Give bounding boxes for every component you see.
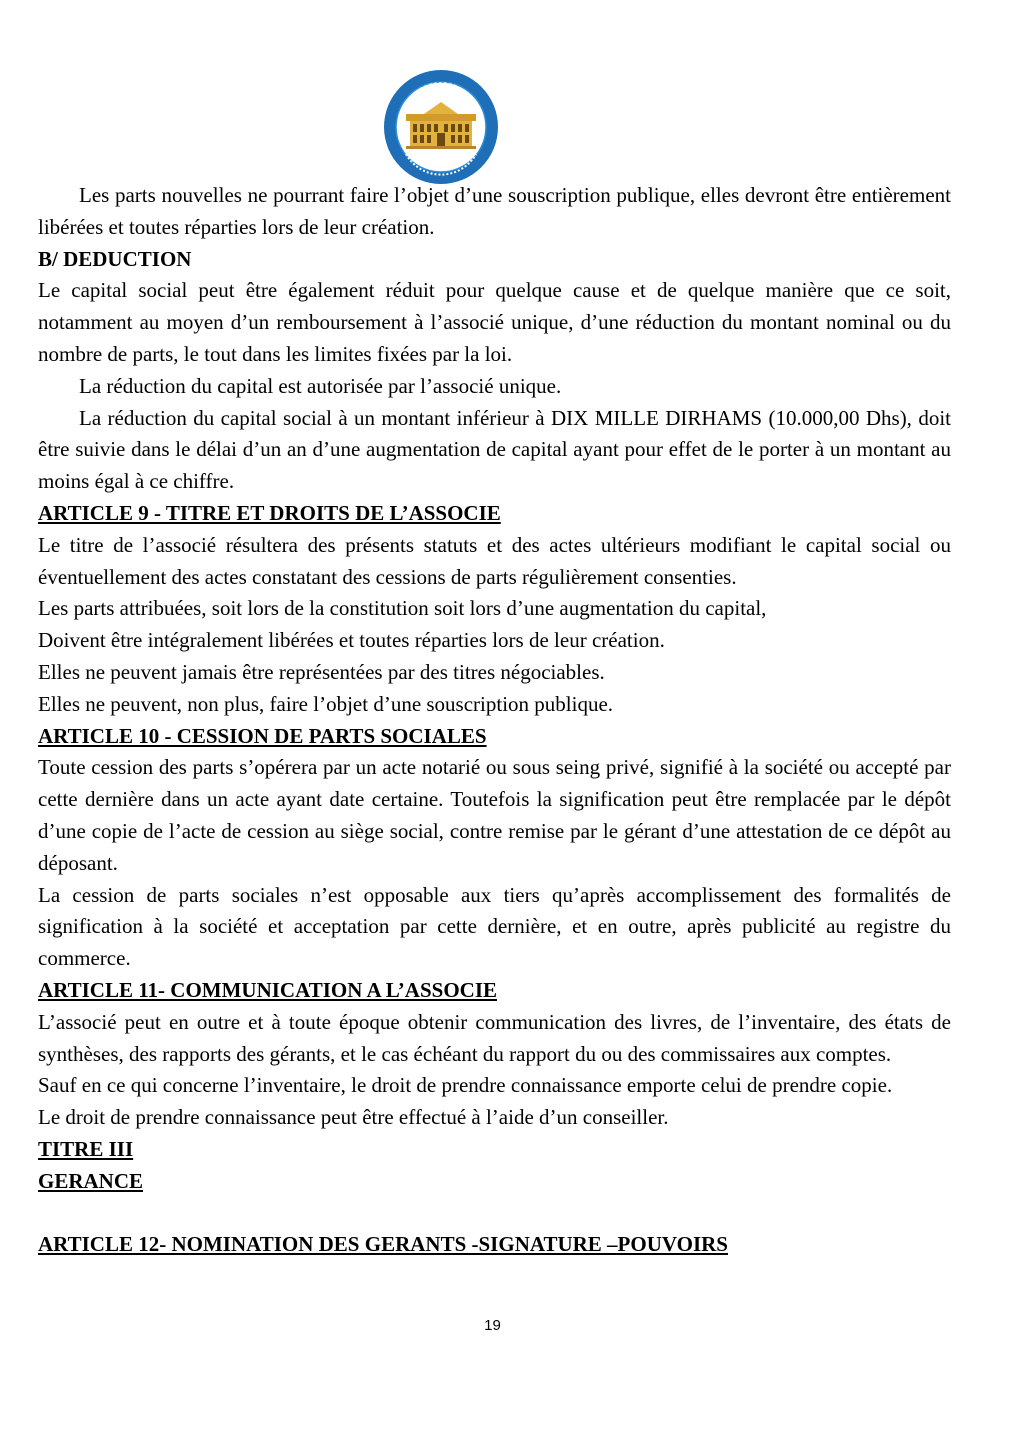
- blank-line: [38, 1198, 951, 1230]
- paragraph: Le capital social peut être également réduit pour quelque cause et de quelque manière que ce soit, notamment au moyen d’un remboursement à l’associé unique, d’une réduction du montant nominal ou du nombre de parts, le tout dans les limites fixées par la loi.: [38, 278, 951, 366]
- article-9-heading: ARTICLE 9 - TITRE ET DROITS DE L’ASSOCIE: [38, 500, 501, 525]
- paragraph: La réduction du capital est autorisée par l’associé unique.: [79, 373, 562, 398]
- paragraph: Toute cession des parts s’opérera par un acte notarié ou sous seing privé, signifié à la société ou accepté par cette dernière dans un acte ayant date certaine. Toutefois la signification peut être remplacée par le dépôt d’une copie de l’acte de cession au siège social, contre remise par le gérant d’une attestation de ce dépôt au déposant.: [38, 755, 951, 875]
- paragraph: Elles ne peuvent, non plus, faire l’objet d’une souscription publique.: [38, 691, 614, 716]
- paragraph: Les parts nouvelles ne pourrant faire l’objet d’une souscription publique, elles devront être entièrement libérées et toutes réparties lors de leur création.: [38, 183, 951, 239]
- paragraph: Les parts attribuées, soit lors de la constitution soit lors d’une augmentation du capital,: [38, 596, 767, 621]
- paragraph: Le titre de l’associé résultera des présents statuts et des actes ultérieurs modifiant le capital social ou éventuellement des actes constatant des cessions de parts régulièrement consenties.: [38, 532, 951, 589]
- paragraph: Doivent être intégralement libérées et toutes réparties lors de leur création.: [38, 628, 665, 653]
- article-12-heading: ARTICLE 12- NOMINATION DES GERANTS -SIGNATURE –POUVOIRS: [38, 1232, 728, 1257]
- document-body: [38, 180, 951, 1261]
- paragraph: La cession de parts sociales n’est opposable aux tiers qu’après accomplissement des formalités de signification à la société et acceptation par cette dernière, et en outre, après publicité au registre du commerce.: [38, 882, 951, 971]
- article-10-heading: ARTICLE 10 - CESSION DE PARTS SOCIALES: [38, 723, 487, 748]
- paragraph: Elles ne peuvent jamais être représentées par des titres négociables.: [38, 659, 605, 684]
- paragraph: Sauf en ce qui concerne l’inventaire, le droit de prendre connaissance emporte celui de prendre copie.: [38, 1073, 893, 1098]
- gerance-heading: GERANCE: [38, 1168, 144, 1193]
- paragraph: La réduction du capital social à un montant inférieur à DIX MILLE DIRHAMS (10.000,00 Dhs), doit être suivie dans le délai d’un an d’une augmentation de capital ayant pour effet de le porter à un montant au moins égal à ce chiffre.: [38, 405, 951, 494]
- paragraph: Le droit de prendre connaissance peut être effectué à l’aide d’un conseiller.: [38, 1105, 669, 1130]
- title-iii-heading: TITRE III: [38, 1136, 134, 1161]
- page-number: 19: [484, 1317, 501, 1334]
- university-seal-icon: [382, 68, 500, 186]
- paragraph: L’associé peut en outre et à toute époque obtenir communication des livres, de l’inventaire, des états de synthèses, des rapports des gérants, et le cas échéant du rapport du ou des commissaires aux comptes.: [38, 1009, 951, 1066]
- article-11-heading: ARTICLE 11- COMMUNICATION A L’ASSOCIE: [38, 977, 498, 1002]
- section-heading-deduction: B/ DEDUCTION: [38, 246, 192, 271]
